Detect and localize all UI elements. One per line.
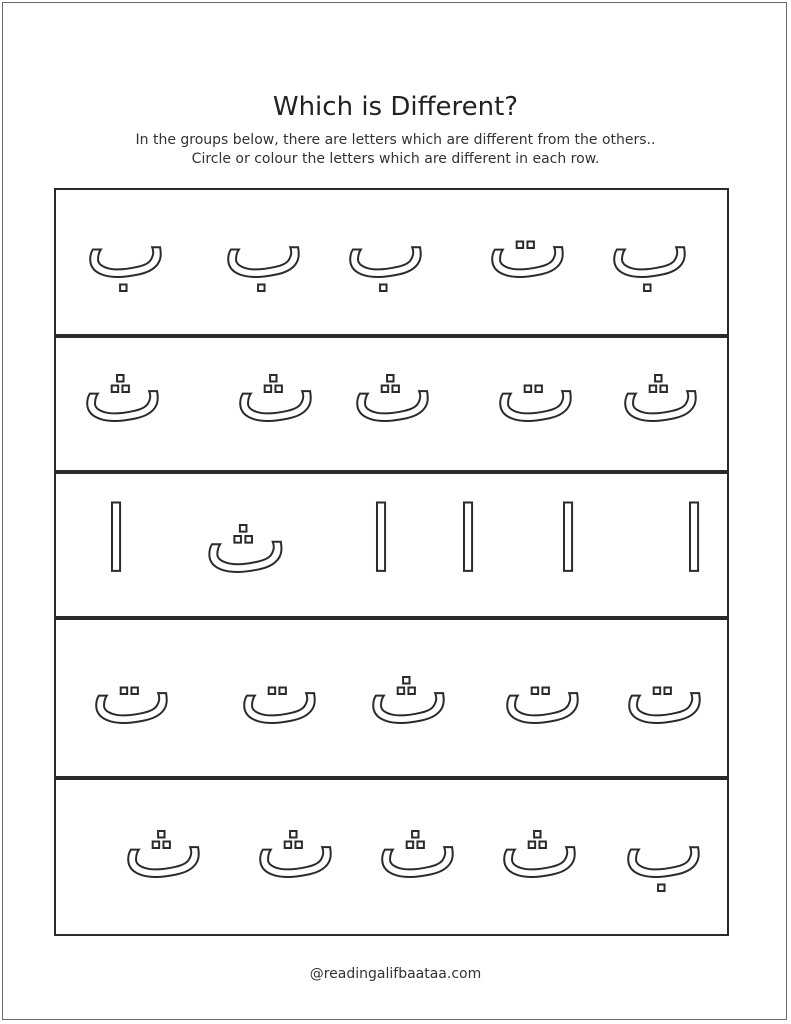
letter[interactable]: ث <box>498 794 582 897</box>
letter[interactable]: ت <box>501 640 585 743</box>
letter[interactable]: ت <box>486 194 570 297</box>
letter-row-4 <box>54 618 729 778</box>
letter[interactable]: ث <box>367 640 451 743</box>
letter[interactable]: ت <box>238 640 322 743</box>
letter-row-3 <box>54 472 729 618</box>
letter[interactable]: ب <box>622 794 706 897</box>
letter[interactable]: ت <box>90 640 174 743</box>
letter-row-5 <box>54 778 729 936</box>
letter-row-2 <box>54 336 729 472</box>
letter[interactable]: ث <box>254 794 338 897</box>
letter[interactable]: ب <box>608 194 692 297</box>
letter[interactable]: ب <box>344 194 428 297</box>
letter[interactable]: ث <box>619 338 703 441</box>
letter[interactable]: ت <box>494 338 578 441</box>
footer-credit: @readingalifbaataa.com <box>309 966 482 982</box>
letter[interactable]: ا <box>681 488 707 593</box>
letter[interactable]: ث <box>234 338 318 441</box>
letter[interactable]: ا <box>103 488 129 593</box>
letter[interactable]: ا <box>368 488 394 593</box>
letter[interactable]: ا <box>555 488 581 593</box>
instruction-line-2: Circle or colour the letters which are different in each row. <box>191 151 600 167</box>
letter[interactable]: ث <box>351 338 435 441</box>
letter[interactable]: ث <box>203 488 289 593</box>
letter-row-1 <box>54 188 729 336</box>
letter[interactable]: ب <box>222 194 306 297</box>
letter[interactable]: ث <box>376 794 460 897</box>
letter[interactable]: ث <box>122 794 206 897</box>
page-title: Which is Different? <box>272 92 519 122</box>
letter[interactable]: ث <box>81 338 165 441</box>
instruction-line-1: In the groups below, there are letters which are different from the others.. <box>135 132 656 148</box>
letter[interactable]: ا <box>455 488 481 593</box>
letter[interactable]: ب <box>84 194 168 297</box>
letter[interactable]: ت <box>623 640 707 743</box>
